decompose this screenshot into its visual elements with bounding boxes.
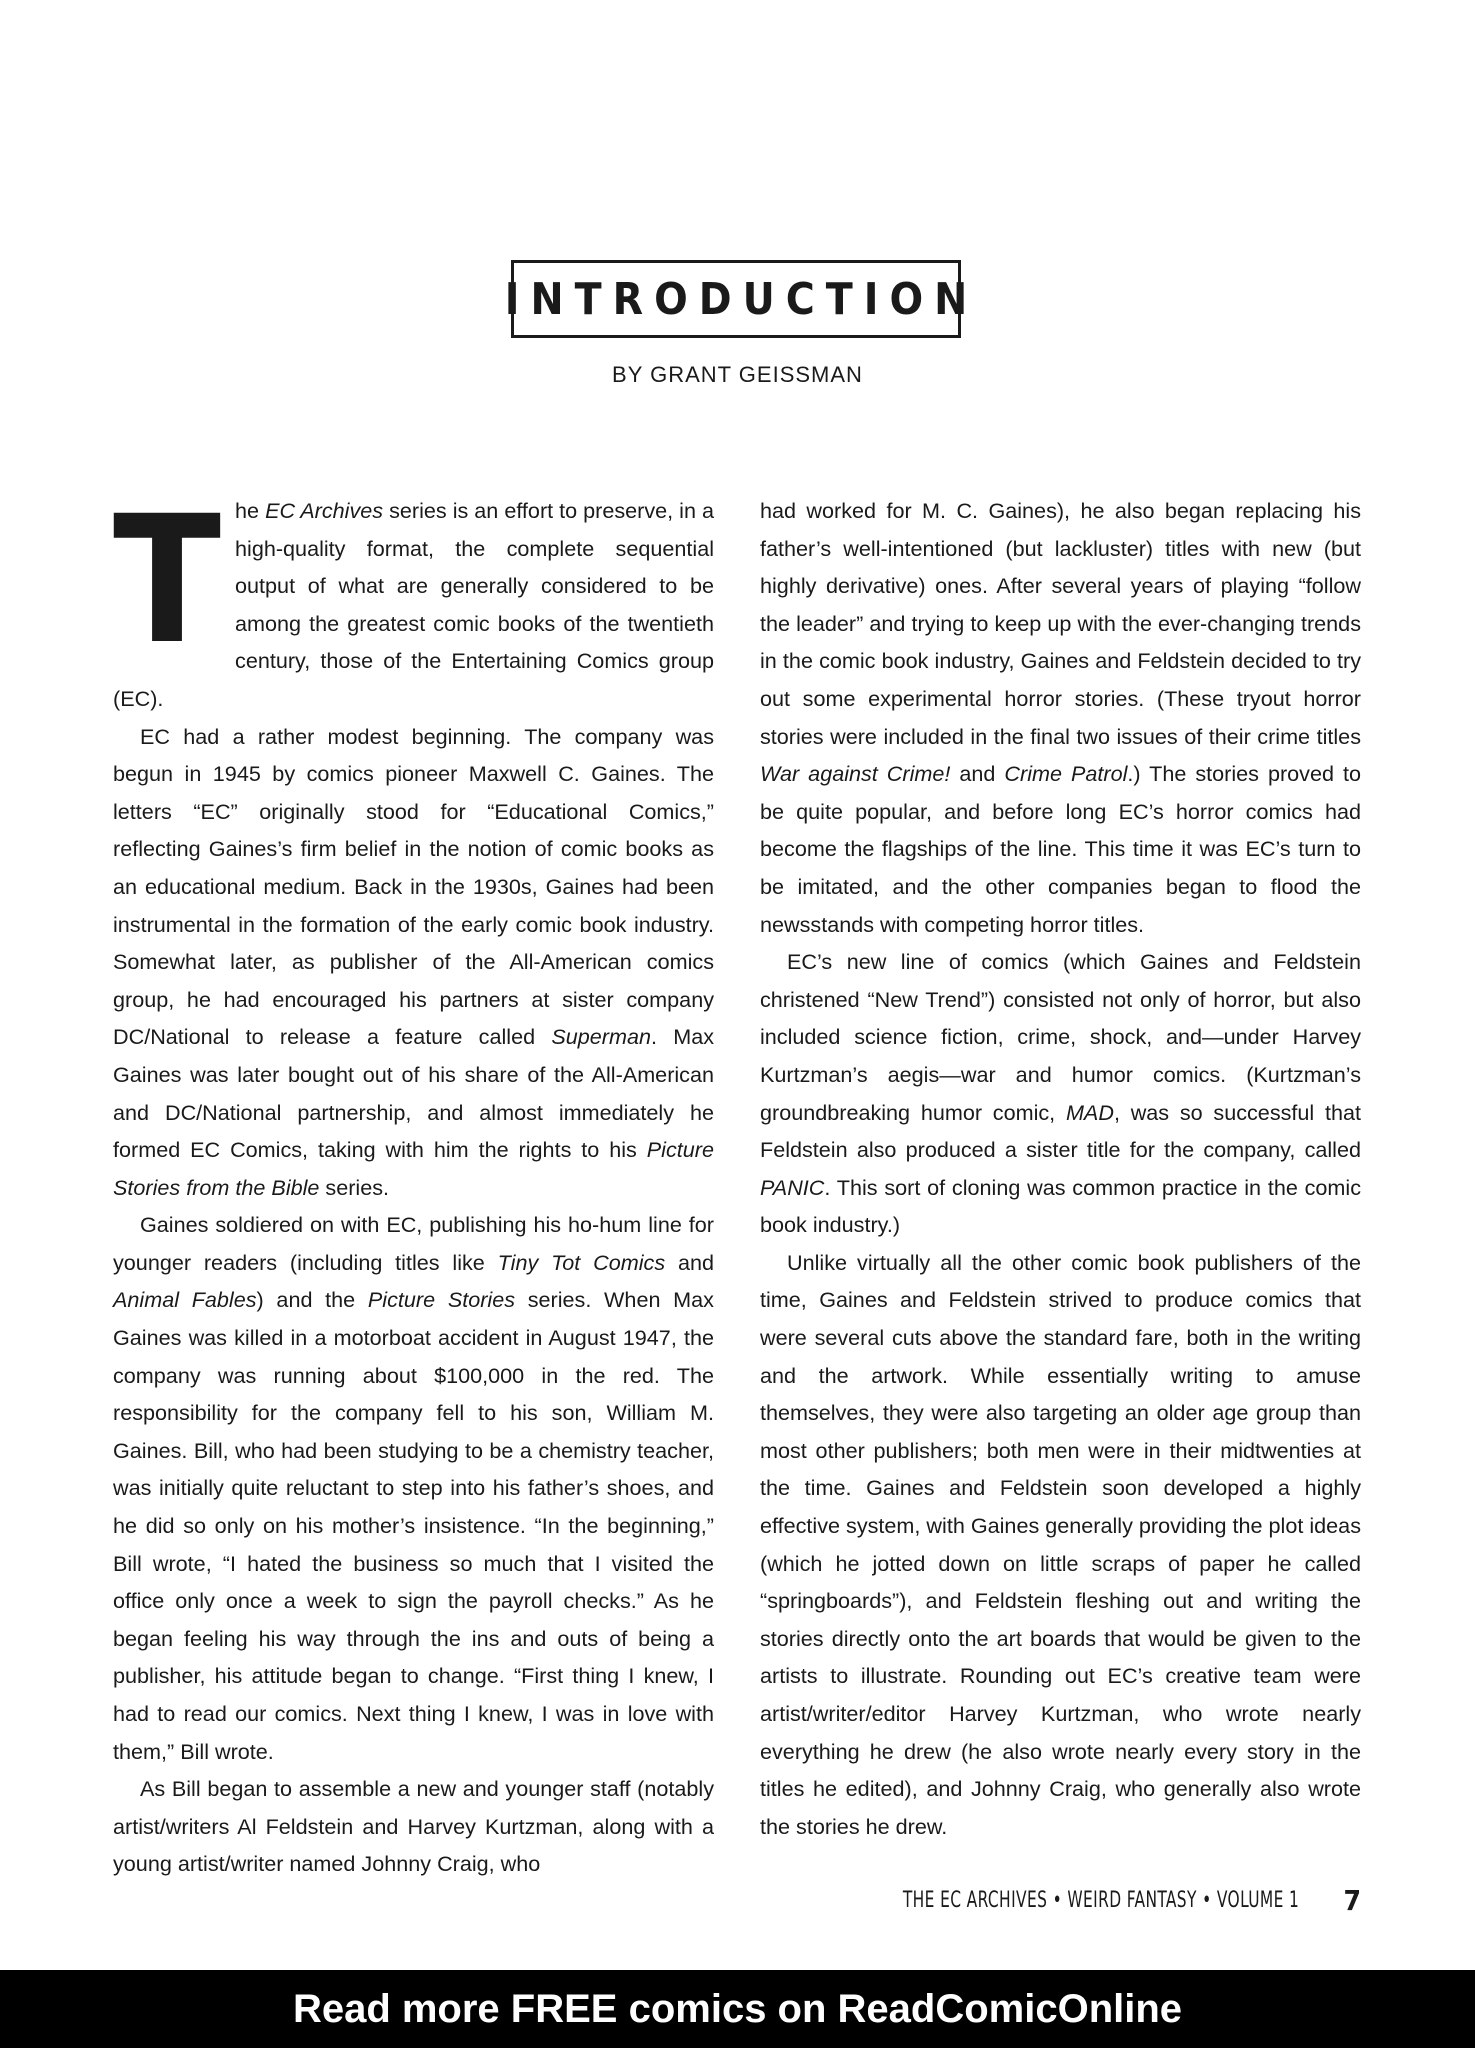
italic-title: Picture Stories from the Bible [113,1137,714,1200]
italic-title: MAD [1065,1099,1114,1125]
italic-title: Picture Stories [367,1287,516,1313]
right-column-paragraph: had worked for M. C. Gaines), he also began replacing his father’s well-intentioned (but lackluster) titles with new (but highly derivative) ones. After several years of playing “follow the leader” and trying to keep up with the ever-changing trends in the comic book industry, Gaines and Feldstein decided to try out some experimental horror stories. (These tryout horror stories were included in the final two issues of their crime titles War against Crime! and Crime Patrol.) The stories proved to be quite popular, and before long EC’s horror comics had become the flagships of the line. This time it was EC’s turn to be imitated, and the other companies began to flood the newsstands with competing horror titles. [760,498,1361,937]
left-column-body [113,478,715,1883]
italic-title: War against Crime! [760,761,951,787]
right-column-body [760,492,1361,1845]
promo-banner[interactable] [0,1970,1475,2048]
right-column-paragraph: Unlike virtually all the other comic book publishers of the time, Gaines and Feldstein strived to produce comics that were several cuts above the standard fare, both in the writing and the artwork. While essentially writing to amuse themselves, they were also targeting an older age group than most other publishers; both men were in their midtwenties at the time. Gaines and Feldstein soon developed a highly effective system, with Gaines generally providing the plot ideas (which he jotted down on little scraps of paper he called “springboards”), and Feldstein fleshing out and writing the stories directly onto the art boards that would be given to the artists to illustrate. Rounding out EC’s creative team were artist/writer/editor Harvey Kurtzman, who wrote nearly everything he drew (he also wrote nearly every story in the titles he edited), and Johnny Craig, who generally also wrote the stories he drew. [760,1249,1361,1839]
italic-title: PANIC [760,1174,825,1200]
left-column-paragraph: EC had a rather modest beginning. The company was begun in 1945 by comics pioneer Maxwell C. Gaines. The letters “EC” originally stood for “Educational Comics,” reflecting Gaines’s firm belief in the notion of comic books as an educational medium. Back in the 1930s, Gaines had been instrumental in the formation of the early comic book industry. Somewhat later, as publisher of the All-American comics group, he had encouraged his partners at sister company DC/National to release a feature called Superman. Max Gaines was later bought out of his share of the All-American and DC/National partnership, and almost immediately he formed EC Comics, taking with him the rights to his Picture Stories from the Bible series. [113,723,714,1200]
page-title: INTRODUCTION [504,273,979,325]
byline: BY GRANT GEISSMAN [612,362,863,387]
italic-title: Tiny Tot Comics [497,1249,666,1275]
right-column [760,492,1361,1845]
italic-title: Superman [551,1024,651,1050]
page-number: 7 [1343,1883,1361,1917]
italic-title: Animal Fables [113,1287,257,1313]
running-footer [791,1880,1361,1920]
right-column-paragraph: EC’s new line of comics (which Gaines and Feldstein christened “New Trend”) consisted not only of horror, but also included science fiction, crime, shock, and—under Harvey Kurtzman’s aegis—war and humor comics. (Kurtzman’s groundbreaking humor comic, MAD, was so successful that Feldstein also produced a sister title for the company, called PANIC. This sort of cloning was common practice in the comic book industry.) [760,949,1361,1238]
left-column-paragraph: Gaines soldiered on with EC, publishing his ho-hum line for younger readers (including titles like Tiny Tot Comics and Animal Fables) and the Picture Stories series. When Max Gaines was killed in a motorboat accident in August 1947, the company was running about $100,000 in the red. The responsibility for the company fell to his son, William M. Gaines. Bill, who had been studying to be a chemistry teacher, was initially quite reluctant to step into his father’s shoes, and he did so only on his mother’s insistence. “In the beginning,” Bill wrote, “I hated the business so much that I visited the office only once a week to sign the payroll checks.” As he began feeling his way through the ins and outs of being a publisher, his attitude began to change. “First thing I knew, I had to read our comics. Next thing I knew, I was in love with them,” Bill wrote. [113,1212,715,1764]
italic-title: Crime Patrol [1004,761,1128,787]
left-column [113,478,715,1883]
title-box [504,260,979,338]
italic-title: EC Archives [265,498,384,523]
promo-banner-text[interactable]: Read more FREE comics on ReadComicOnline [292,1986,1183,2031]
left-column-paragraph: he EC Archives series is an effort to preserve, in a high-quality format, the complete sequential output of what are generally considered to be among the greatest comic books of the twentieth century, those of the Entertaining Comics group (EC). [113,498,714,711]
drop-cap: T [113,478,222,683]
left-column-paragraph: As Bill began to assemble a new and younger staff (notably artist/writers Al Feldstein and Harvey Kurtzman, along with a young artist/writer named Johnny Craig, who [113,1776,714,1877]
running-title: THE EC ARCHIVES • WEIRD FANTASY • VOLUME 1 [903,1887,1300,1913]
